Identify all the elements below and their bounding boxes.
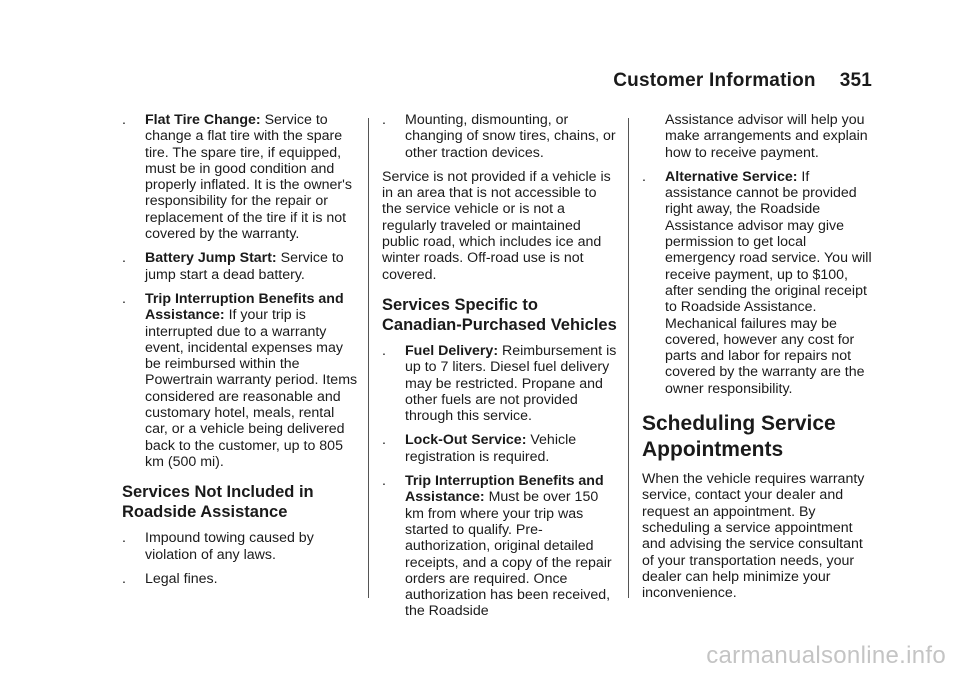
item-text: Service to jump start a dead battery.: [145, 250, 344, 283]
list-item: [382, 473, 618, 620]
bullet-mark: .: [382, 473, 386, 490]
bullet-mark: .: [382, 432, 386, 449]
list-item-continuation: [642, 112, 878, 161]
bullet-mark: .: [122, 530, 126, 547]
column-2: [382, 112, 618, 628]
bullet-mark: .: [382, 342, 386, 359]
item-text: Legal fines.: [145, 570, 218, 587]
column-divider: [368, 118, 369, 598]
column-1: [122, 112, 358, 595]
page-number: 351: [839, 70, 872, 91]
item-lead: Lock-Out Service:: [405, 432, 527, 449]
list-item: [642, 169, 878, 397]
list-item: [382, 343, 618, 424]
bullet-mark: .: [122, 290, 126, 307]
list-item: [382, 112, 618, 161]
section-title: Customer Information: [613, 70, 816, 91]
list-item: [122, 250, 358, 283]
column-divider: [628, 118, 629, 598]
item-lead: Battery Jump Start:: [145, 250, 277, 267]
bullet-mark: .: [122, 250, 126, 267]
item-text: If your trip is interrupted due to a warranty event, incidental expenses may be reimbursed within the Powertrain warranty period. Items considered are reasonable and customary hotel, meals, rental car, or a vehicle being delivered back to the customer, up to 805 km (500 mi).: [145, 307, 358, 470]
bullet-mark: .: [382, 112, 386, 128]
column-3: [642, 112, 878, 609]
item-text: Assistance advisor will help you make arrangements and explain how to receive payment.: [665, 112, 868, 161]
bullet-mark: .: [642, 168, 646, 185]
item-text: Vehicle registration is required.: [405, 432, 577, 465]
item-text: Impound towing caused by violation of any laws.: [145, 530, 314, 563]
bullet-mark: .: [122, 112, 126, 128]
item-lead: Fuel Delivery:: [405, 342, 499, 359]
item-lead: Trip Interruption Benefits and Assistance:: [145, 290, 344, 324]
section-heading: Scheduling Service Appointments: [642, 412, 836, 462]
item-lead: Alternative Service:: [665, 168, 798, 185]
item-lead: Flat Tire Change:: [145, 112, 261, 128]
subsection-heading: Services Specific to Canadian-Purchased Vehicles: [382, 295, 617, 334]
list-item: [122, 571, 358, 587]
page-header: [613, 70, 872, 92]
item-text: Mounting, dismounting, or changing of snow tires, chains, or other traction devices.: [405, 112, 616, 161]
list-item: [122, 112, 358, 242]
list-item: [382, 432, 618, 465]
paragraph: When the vehicle requires warranty service, contact your dealer and request an appointment. By scheduling a service appointment and advising the service consultant of your transportation needs, your dealer can help minimize your inconvenience.: [642, 471, 865, 602]
item-text: Service to change a flat tire with the spare tire. The spare tire, if equipped, must be in good condition and properly inflated. It is the owner's responsibility for the repair or replacement of the tire if it is not covered by the warranty.: [145, 112, 352, 243]
watermark: carmanualsonline.info: [706, 642, 946, 669]
bullet-mark: .: [122, 570, 126, 587]
paragraph: Service is not provided if a vehicle is in an area that is not accessible to the service vehicle or is not a regularly traveled or maintained public road, which includes ice and winter roads. Off-road use is not covered.: [382, 168, 611, 283]
list-item: [122, 291, 358, 470]
item-lead: Trip Interruption Benefits and Assistance:: [405, 473, 604, 506]
subsection-heading: Services Not Included in Roadside Assistance: [122, 483, 314, 522]
item-text: If assistance cannot be provided right away, the Roadside Assistance advisor may give permission to get local emergency road service. You will receive payment, up to $100, after sending the original receipt to Roadside Assistance. Mechanical failures may be covered, however any cost for parts and labor for repairs not covered by the warranty are the owner responsibility.: [665, 168, 872, 397]
item-text: Must be over 150 km from where your trip was started to qualify. Pre-authorization, original detailed receipts, and a copy of the repair orders are required. Once authorization has been received, the Roadside: [405, 489, 612, 620]
item-text: Reimbursement is up to 7 liters. Diesel fuel delivery may be restricted. Propane and other fuels are not provided through this service.: [405, 342, 617, 425]
list-item: [122, 530, 358, 563]
